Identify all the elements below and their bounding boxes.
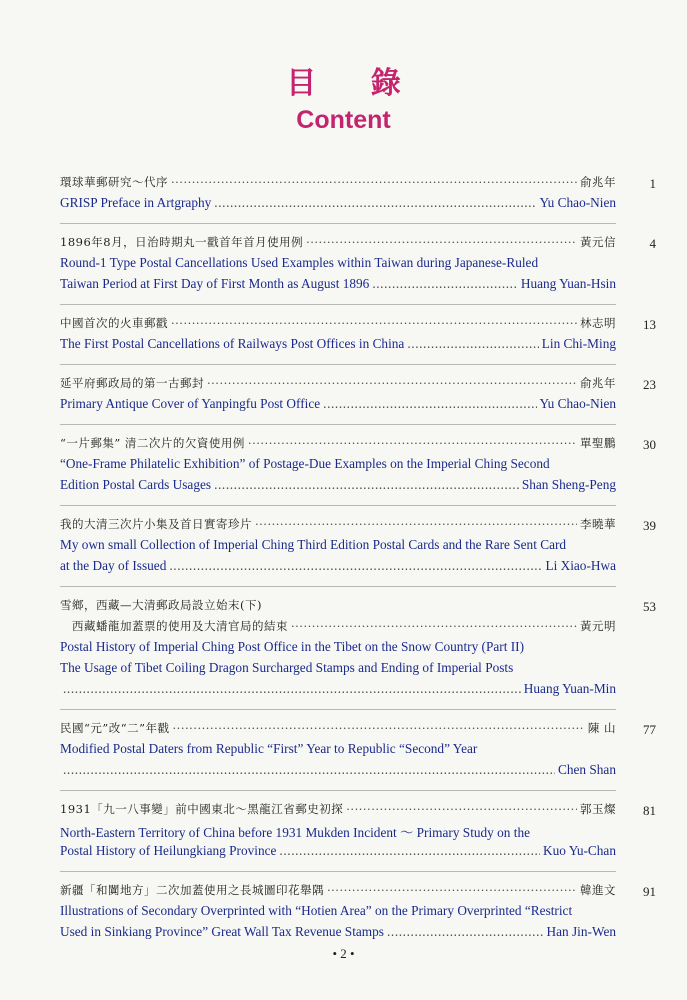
- chinese-author: 郭玉燦: [580, 802, 616, 816]
- chinese-title: 1931「九一八事變」前中國東北～黑龍江省郵史初探: [60, 802, 344, 816]
- chinese-title: “一片郵集” 清二次片的欠資使用例: [60, 436, 245, 450]
- english-author: Huang Yuan-Hsin: [520, 276, 616, 291]
- english-author: Han Jin-Wen: [546, 924, 616, 939]
- dot-leader: [63, 762, 555, 778]
- english-line: [60, 924, 616, 945]
- dot-leader: [291, 619, 577, 633]
- chinese-title: 雪鄉，西藏—大清郵政局設立始末(下): [60, 598, 262, 612]
- english-line: [60, 762, 616, 783]
- english-line: [60, 822, 616, 843]
- english-line: [60, 396, 616, 417]
- english-title: “One-Frame Philatelic Exhibition” of Postage-Due Examples on the Imperial Ching Second: [60, 456, 550, 471]
- english-line: [60, 336, 616, 357]
- english-author: Li Xiao-Hwa: [545, 558, 616, 573]
- english-line: [60, 456, 616, 477]
- chinese-subtitle-title: 西藏蟠龍加蓋票的使用及大清官局的結束: [72, 619, 288, 633]
- english-author: Chen Shan: [558, 762, 616, 777]
- dot-leader: [63, 681, 521, 697]
- english-title: The First Postal Cancellations of Railways Post Offices in China: [60, 336, 405, 351]
- english-line: [60, 741, 616, 762]
- page-title-chinese: 目 錄: [286, 66, 423, 101]
- toc-entry[interactable]: [60, 597, 656, 710]
- chinese-author: 李曉華: [580, 517, 616, 531]
- english-title: North-Eastern Territory of China before 1931 Mukden Incident ～ Primary Study on the: [60, 825, 531, 840]
- english-title: Modified Postal Daters from Republic “First” Year to Republic “Second” Year: [60, 741, 478, 756]
- chinese-line: [60, 234, 616, 255]
- english-title: Primary Antique Cover of Yanpingfu Post Office: [60, 396, 321, 411]
- page-number: • 2 •: [332, 946, 355, 961]
- chinese-subtitle-author: 黃元明: [580, 619, 616, 633]
- english-title: Taiwan Period at First Day of First Month as August 1896: [60, 276, 370, 291]
- dot-leader: [255, 517, 577, 531]
- english-author: Lin Chi-Ming: [541, 336, 616, 351]
- toc-entry[interactable]: [60, 720, 656, 791]
- english-title: The Usage of Tibet Coiling Dragon Surcharged Stamps and Ending of Imperial Posts: [60, 660, 514, 675]
- toc-entry[interactable]: [60, 234, 656, 305]
- chinese-author: 林志明: [580, 316, 616, 330]
- dot-leader: [214, 195, 536, 211]
- dot-leader: [327, 883, 577, 897]
- chinese-line: [60, 882, 616, 903]
- page-title-english: Content: [296, 106, 391, 134]
- chinese-author: 俞兆年: [580, 175, 616, 189]
- toc-entry[interactable]: [60, 435, 656, 506]
- chinese-subtitle-line: [60, 618, 616, 639]
- english-line: [60, 558, 616, 579]
- english-title: at the Day of Issued: [60, 558, 167, 573]
- chinese-line: [60, 315, 616, 336]
- dot-leader: [173, 721, 585, 735]
- toc-page-number: 23: [643, 377, 656, 392]
- english-line: [60, 537, 616, 558]
- toc-page-number: 39: [643, 518, 656, 533]
- toc-page-number: 30: [643, 437, 656, 452]
- toc-entry[interactable]: [60, 516, 656, 587]
- toc-page-number: 77: [643, 722, 656, 737]
- toc-page-number: 1: [649, 176, 656, 191]
- chinese-line: [60, 720, 616, 741]
- english-author: Huang Yuan-Min: [523, 681, 616, 696]
- dot-leader: [346, 802, 577, 816]
- toc-entry[interactable]: [60, 801, 656, 872]
- toc-entry[interactable]: [60, 315, 656, 365]
- chinese-title: 延平府郵政局的第一古郵封: [60, 376, 204, 390]
- english-author: Shan Sheng-Peng: [521, 477, 616, 492]
- toc-page-number: 53: [643, 599, 656, 614]
- chinese-author: 俞兆年: [580, 376, 616, 390]
- chinese-line: [60, 516, 616, 537]
- chinese-author: 黃元信: [580, 235, 616, 249]
- english-title: Round-1 Type Postal Cancellations Used Examples within Taiwan during Japanese-Ruled: [60, 255, 539, 270]
- chinese-title: 新疆「和闐地方」二次加蓋使用之長城圖印花舉隅: [60, 883, 324, 897]
- toc-entry-list: [60, 174, 656, 962]
- english-title: My own small Collection of Imperial Ching Third Edition Postal Cards and the Rare Sent Card: [60, 537, 567, 552]
- english-author: Kuo Yu-Chan: [542, 843, 616, 858]
- dot-leader: [207, 376, 577, 390]
- english-title: Postal History of Imperial Ching Post Office in the Tibet on the Snow Country (Part II): [60, 639, 525, 654]
- dot-leader: [171, 175, 577, 189]
- chinese-line: [60, 597, 616, 618]
- chinese-title: 中國首次的火車郵戳: [60, 316, 168, 330]
- toc-page-number: 81: [643, 803, 656, 818]
- english-title: Edition Postal Cards Usages: [60, 477, 212, 492]
- toc-page-number: 4: [649, 236, 656, 251]
- toc-page-number: 91: [643, 884, 656, 899]
- english-title: Used in Sinkiang Province” Great Wall Tax Revenue Stamps: [60, 924, 384, 939]
- dot-leader: [407, 336, 538, 352]
- chinese-title: 1896年8月，日治時期丸一戳首年首月使用例: [60, 235, 304, 249]
- chinese-author: 韓進文: [580, 883, 616, 897]
- english-line: [60, 903, 616, 924]
- english-title: GRISP Preface in Artgraphy: [60, 195, 212, 210]
- chinese-title: 環球華郵研究～代序: [60, 175, 168, 189]
- toc-entry[interactable]: [60, 174, 656, 224]
- english-line: [60, 195, 616, 216]
- dot-leader: [214, 477, 519, 493]
- chinese-line: [60, 375, 616, 396]
- english-line: [60, 477, 616, 498]
- english-title: Illustrations of Secondary Overprinted with “Hotien Area” on the Primary Overprinted “Restrict: [60, 903, 573, 918]
- dot-leader: [279, 843, 540, 859]
- english-line: [60, 660, 616, 681]
- chinese-title: 民國“元”改“二”年戳: [60, 721, 170, 735]
- dot-leader: [248, 436, 577, 450]
- dot-leader: [306, 235, 577, 249]
- english-line: [60, 681, 616, 702]
- dot-leader: [169, 558, 542, 574]
- dot-leader: [323, 396, 536, 412]
- dot-leader: [171, 316, 577, 330]
- toc-page-number: 13: [643, 317, 656, 332]
- english-line: [60, 255, 616, 276]
- english-line: [60, 843, 616, 864]
- chinese-title: 我的大清三次片小集及首日實寄珍片: [60, 517, 252, 531]
- english-line: [60, 639, 616, 660]
- chinese-line: [60, 174, 616, 195]
- english-title: Postal History of Heilungkiang Province: [60, 843, 277, 858]
- toc-entry[interactable]: [60, 882, 656, 952]
- chinese-line: [60, 801, 616, 822]
- chinese-line: [60, 435, 616, 456]
- english-line: [60, 276, 616, 297]
- english-author: Yu Chao-Nien: [539, 195, 616, 210]
- dot-leader: [387, 924, 544, 940]
- dot-leader: [372, 276, 518, 292]
- chinese-author: 單聖鵬: [580, 436, 616, 450]
- toc-entry[interactable]: [60, 375, 656, 425]
- english-author: Yu Chao-Nien: [539, 396, 616, 411]
- chinese-author: 陳 山: [587, 721, 616, 735]
